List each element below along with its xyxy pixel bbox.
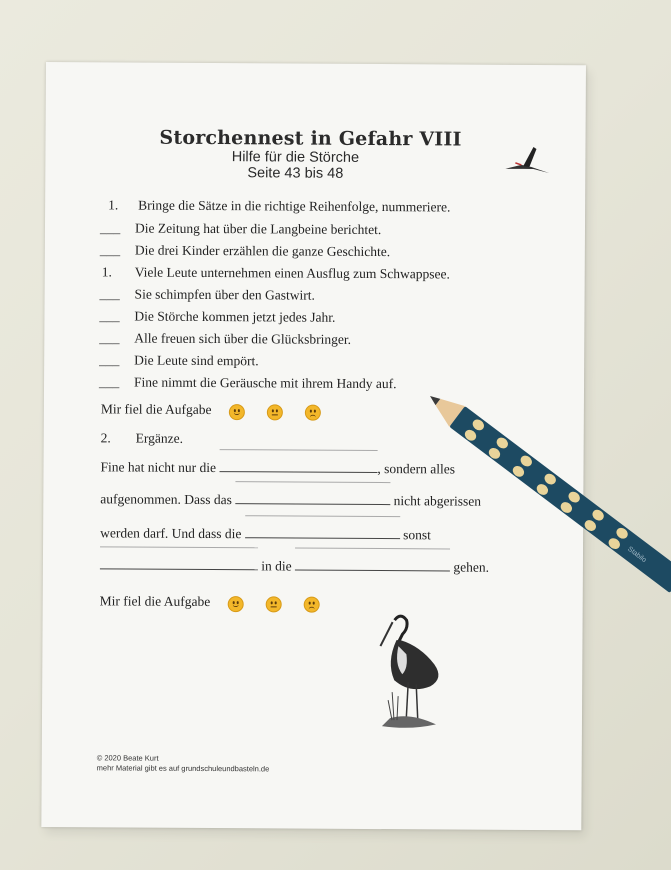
- cloze-line-4: [100, 556, 489, 575]
- worksheet-pages: Seite 43 bis 48: [247, 165, 344, 182]
- answer-blank[interactable]: [235, 491, 390, 505]
- standing-stork-illustration: [370, 612, 451, 742]
- sad-face-icon[interactable]: [305, 405, 321, 421]
- task1-instruction: Bringe die Sätze in die richtige Reihenfolge, nummeriere.: [138, 197, 451, 215]
- cloze-text: nicht abgerissen: [393, 493, 482, 509]
- answer-blank[interactable]: [100, 556, 258, 570]
- cloze-text: werden darf. Und dass die: [100, 525, 242, 542]
- task2-number: 2.: [100, 430, 111, 446]
- sentence-text: Die drei Kinder erzählen die ganze Geschichte.: [134, 242, 391, 260]
- cloze-text: Fine hat nicht nur die: [100, 459, 217, 476]
- sentence-text: Viele Leute unternehmen einen Ausflug zum Schwappsee.: [134, 264, 450, 282]
- answer-blank[interactable]: [219, 459, 377, 473]
- rating-faces: [228, 595, 342, 614]
- sentence-text: Die Störche kommen jetzt jedes Jahr.: [134, 308, 336, 325]
- cloze-text: aufgenommen. Dass das: [100, 491, 232, 508]
- sentence-text: Die Leute sind empört.: [134, 352, 259, 369]
- cloze-text: in die: [261, 558, 292, 574]
- sentence-marker: ___: [99, 352, 120, 368]
- cloze-text: gehen.: [453, 559, 490, 575]
- answer-blank[interactable]: [295, 558, 450, 572]
- sentence-text: Die Zeitung hat über die Langbeine berichtet.: [134, 220, 382, 238]
- sentence-marker: ___: [99, 286, 120, 302]
- sentence-marker: ___: [99, 220, 121, 236]
- neutral-face-icon[interactable]: [266, 597, 282, 613]
- happy-face-icon[interactable]: [229, 404, 245, 420]
- worksheet-subtitle: Hilfe für die Störche: [231, 149, 360, 166]
- sentence-marker: 1.: [101, 264, 112, 280]
- cloze-text: , sondern alles: [377, 461, 456, 477]
- neutral-face-icon[interactable]: [267, 405, 283, 421]
- task1-number: 1.: [108, 197, 119, 213]
- sentence-marker: ___: [99, 330, 120, 346]
- cloze-line-2: [100, 490, 481, 509]
- sentence-marker: ___: [99, 374, 120, 390]
- sentence-text: Sie schimpfen über den Gastwirt.: [134, 286, 315, 303]
- copyright-footer: © 2020 Beate Kurt: [96, 753, 159, 763]
- pencil-brand: Stabilo: [626, 545, 648, 565]
- cloze-text: sonst: [403, 527, 432, 543]
- website-footer: mehr Material gibt es auf grundschuleundbasteln.de: [96, 763, 270, 774]
- sad-face-icon[interactable]: [304, 597, 320, 613]
- answer-blank[interactable]: [245, 525, 400, 539]
- sentence-text: Fine nimmt die Geräusche mit ihrem Handy auf.: [134, 374, 397, 392]
- task2-instruction: Ergänze.: [135, 430, 184, 446]
- happy-face-icon[interactable]: [228, 596, 244, 612]
- rating-label: Mir fiel die Aufgabe: [99, 593, 211, 610]
- flying-stork-icon: [503, 143, 553, 179]
- worksheet-title: Storchennest in Gefahr VIII: [159, 126, 462, 151]
- sentence-text: Alle freuen sich über die Glücksbringer.: [134, 330, 352, 347]
- sentence-marker: ___: [99, 242, 121, 258]
- rating-label: Mir fiel die Aufgabe: [100, 401, 212, 418]
- rating-faces: [229, 403, 343, 422]
- cloze-line-1: [100, 458, 455, 477]
- cloze-line-3: [100, 524, 431, 543]
- sentence-marker: ___: [99, 308, 120, 324]
